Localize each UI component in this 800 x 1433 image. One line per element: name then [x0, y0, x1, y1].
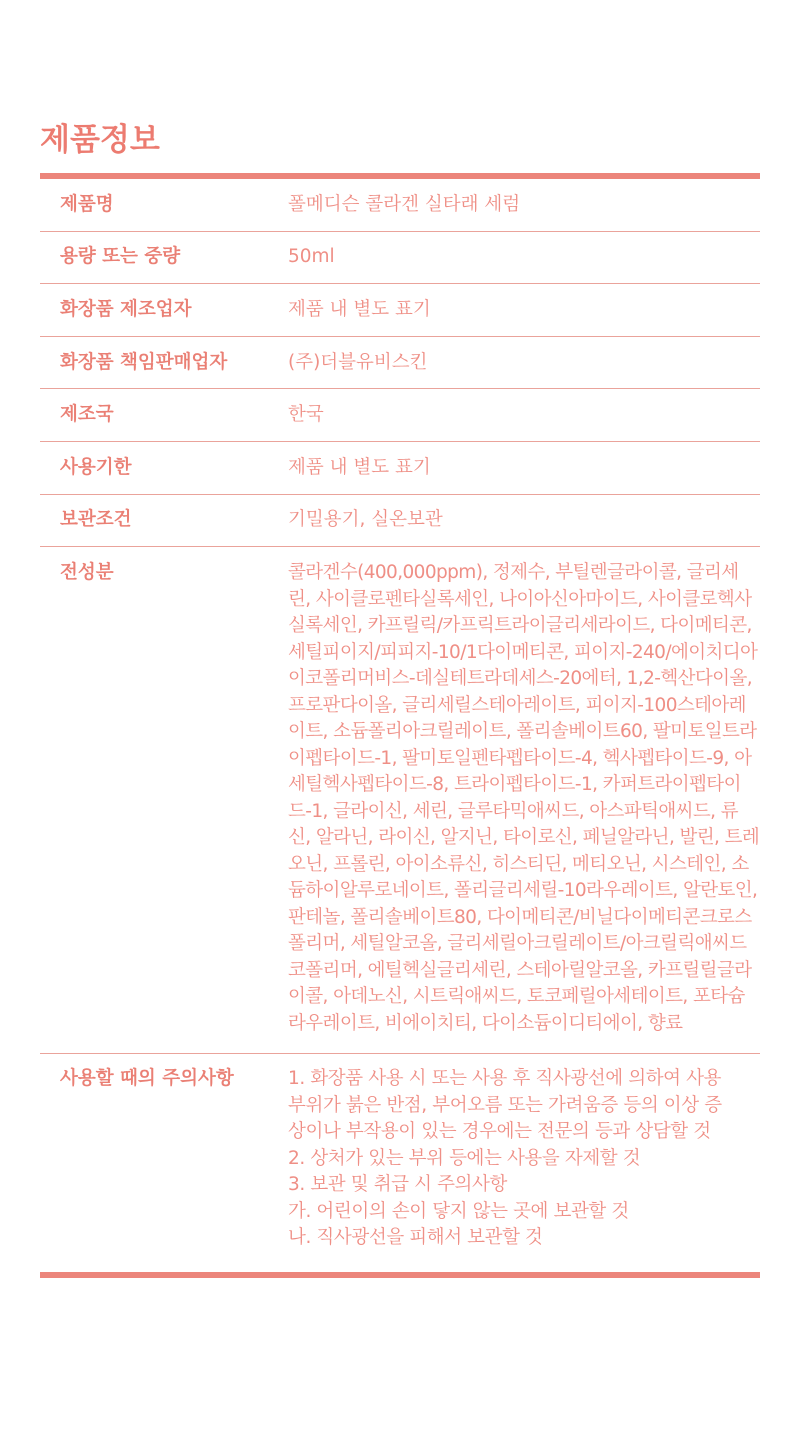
- caution-line: 2. 상처가 있는 부위 등에는 사용을 자제할 것: [288, 1147, 641, 1169]
- row-label: 사용할 때의 주의사항: [60, 1068, 234, 1090]
- table-row: [40, 179, 760, 232]
- row-label: 보관조건: [60, 509, 132, 531]
- row-label: 화장품 제조업자: [60, 298, 192, 320]
- caution-line: 상이나 부작용이 있는 경우에는 전문의 등과 상담할 것: [288, 1121, 711, 1143]
- cautions-text: [288, 1066, 760, 1252]
- caution-line: 3. 보관 및 취급 시 주의사항: [288, 1174, 507, 1196]
- table-row-ingredients: [40, 547, 760, 1054]
- row-label: 제품명: [60, 193, 114, 215]
- row-value: 제품 내 별도 표기: [288, 456, 431, 478]
- ingredients-text: 콜라겐수(400,000ppm), 정제수, 부틸렌글라이콜, 글리세린, 사이클로펜타실록세인, 나이아신아마이드, 사이클로헥사실록세인, 카프릴릭/카프릭트라이글리세라이드, 다이메티콘, 세틸피이지/피피지-10/1다이메티콘, 피이지-240/에이치디아이코폴리머비스-데실테트라데세스-20에터, 1,2-헥산다이올, 프로판다이올, 글리세릴스테아레이트, 피이지-100스테아레이트, 소듐폴리아크릴레이트, 폴리솔베이트60, 팔미토일트라이펩타이드-1, 팔미토일펜타펩타이드-4, 헥사펩타이드-9, 아세틸헥사펩타이드-8, 트라이펩타이드-1, 카퍼트라이펩타이드-1, 글라이신, 세린, 글루타믹애씨드, 아스파틱애씨드, 류신, 알라닌, 라이신, 알지닌, 타이로신, 페닐알라닌, 발린, 트레오닌, 프롤린, 아이소류신, 히스티딘, 메티오닌, 시스테인, 소듐하이알루로네이트, 폴리글리세릴-10라우레이트, 알란토인, 판테놀, 폴리솔베이트80, 다이메티콘/비닐다이메티콘크로스폴리머, 세틸알코올, 글리세릴아크릴레이트/아크릴릭애씨드코폴리머, 에틸헥실글리세린, 스테아릴알코올, 카프릴릴글라이콜, 아데노신, 시트릭애씨드, 토코페릴아세테이트, 포타슘라우레이트, 비에이치티, 다이소듐이디티에이, 향료: [288, 562, 760, 1034]
- row-label: 전성분: [60, 562, 114, 584]
- product-info-table: [40, 173, 760, 1278]
- table-row: [40, 284, 760, 337]
- table-row: [40, 232, 760, 285]
- table-row: [40, 442, 760, 495]
- row-value: 50ml: [288, 246, 335, 268]
- row-value: 폴메디슨 콜라겐 실타래 세럼: [288, 193, 521, 215]
- caution-line: 부위가 붉은 반점, 부어오름 또는 가려움증 등의 이상 증: [288, 1094, 722, 1116]
- table-row: [40, 495, 760, 548]
- caution-line: 가. 어린이의 손이 닿지 않는 곳에 보관할 것: [288, 1200, 629, 1222]
- caution-line: 나. 직사광선을 피해서 보관할 것: [288, 1227, 543, 1249]
- table-row: [40, 389, 760, 442]
- row-value: 한국: [288, 404, 324, 426]
- table-row: [40, 337, 760, 390]
- row-label: 용량 또는 중량: [60, 246, 181, 268]
- row-value: 기밀용기, 실온보관: [288, 509, 443, 531]
- row-value: (주)더블유비스킨: [288, 351, 428, 373]
- row-value: 제품 내 별도 표기: [288, 298, 431, 320]
- caution-line: 1. 화장품 사용 시 또는 사용 후 직사광선에 의하여 사용: [288, 1068, 722, 1090]
- row-label: 사용기한: [60, 456, 132, 478]
- row-label: 화장품 책임판매업자: [60, 351, 228, 373]
- table-row-cautions: [40, 1054, 760, 1272]
- page-title: 제품정보: [40, 122, 160, 158]
- row-label: 제조국: [60, 404, 114, 426]
